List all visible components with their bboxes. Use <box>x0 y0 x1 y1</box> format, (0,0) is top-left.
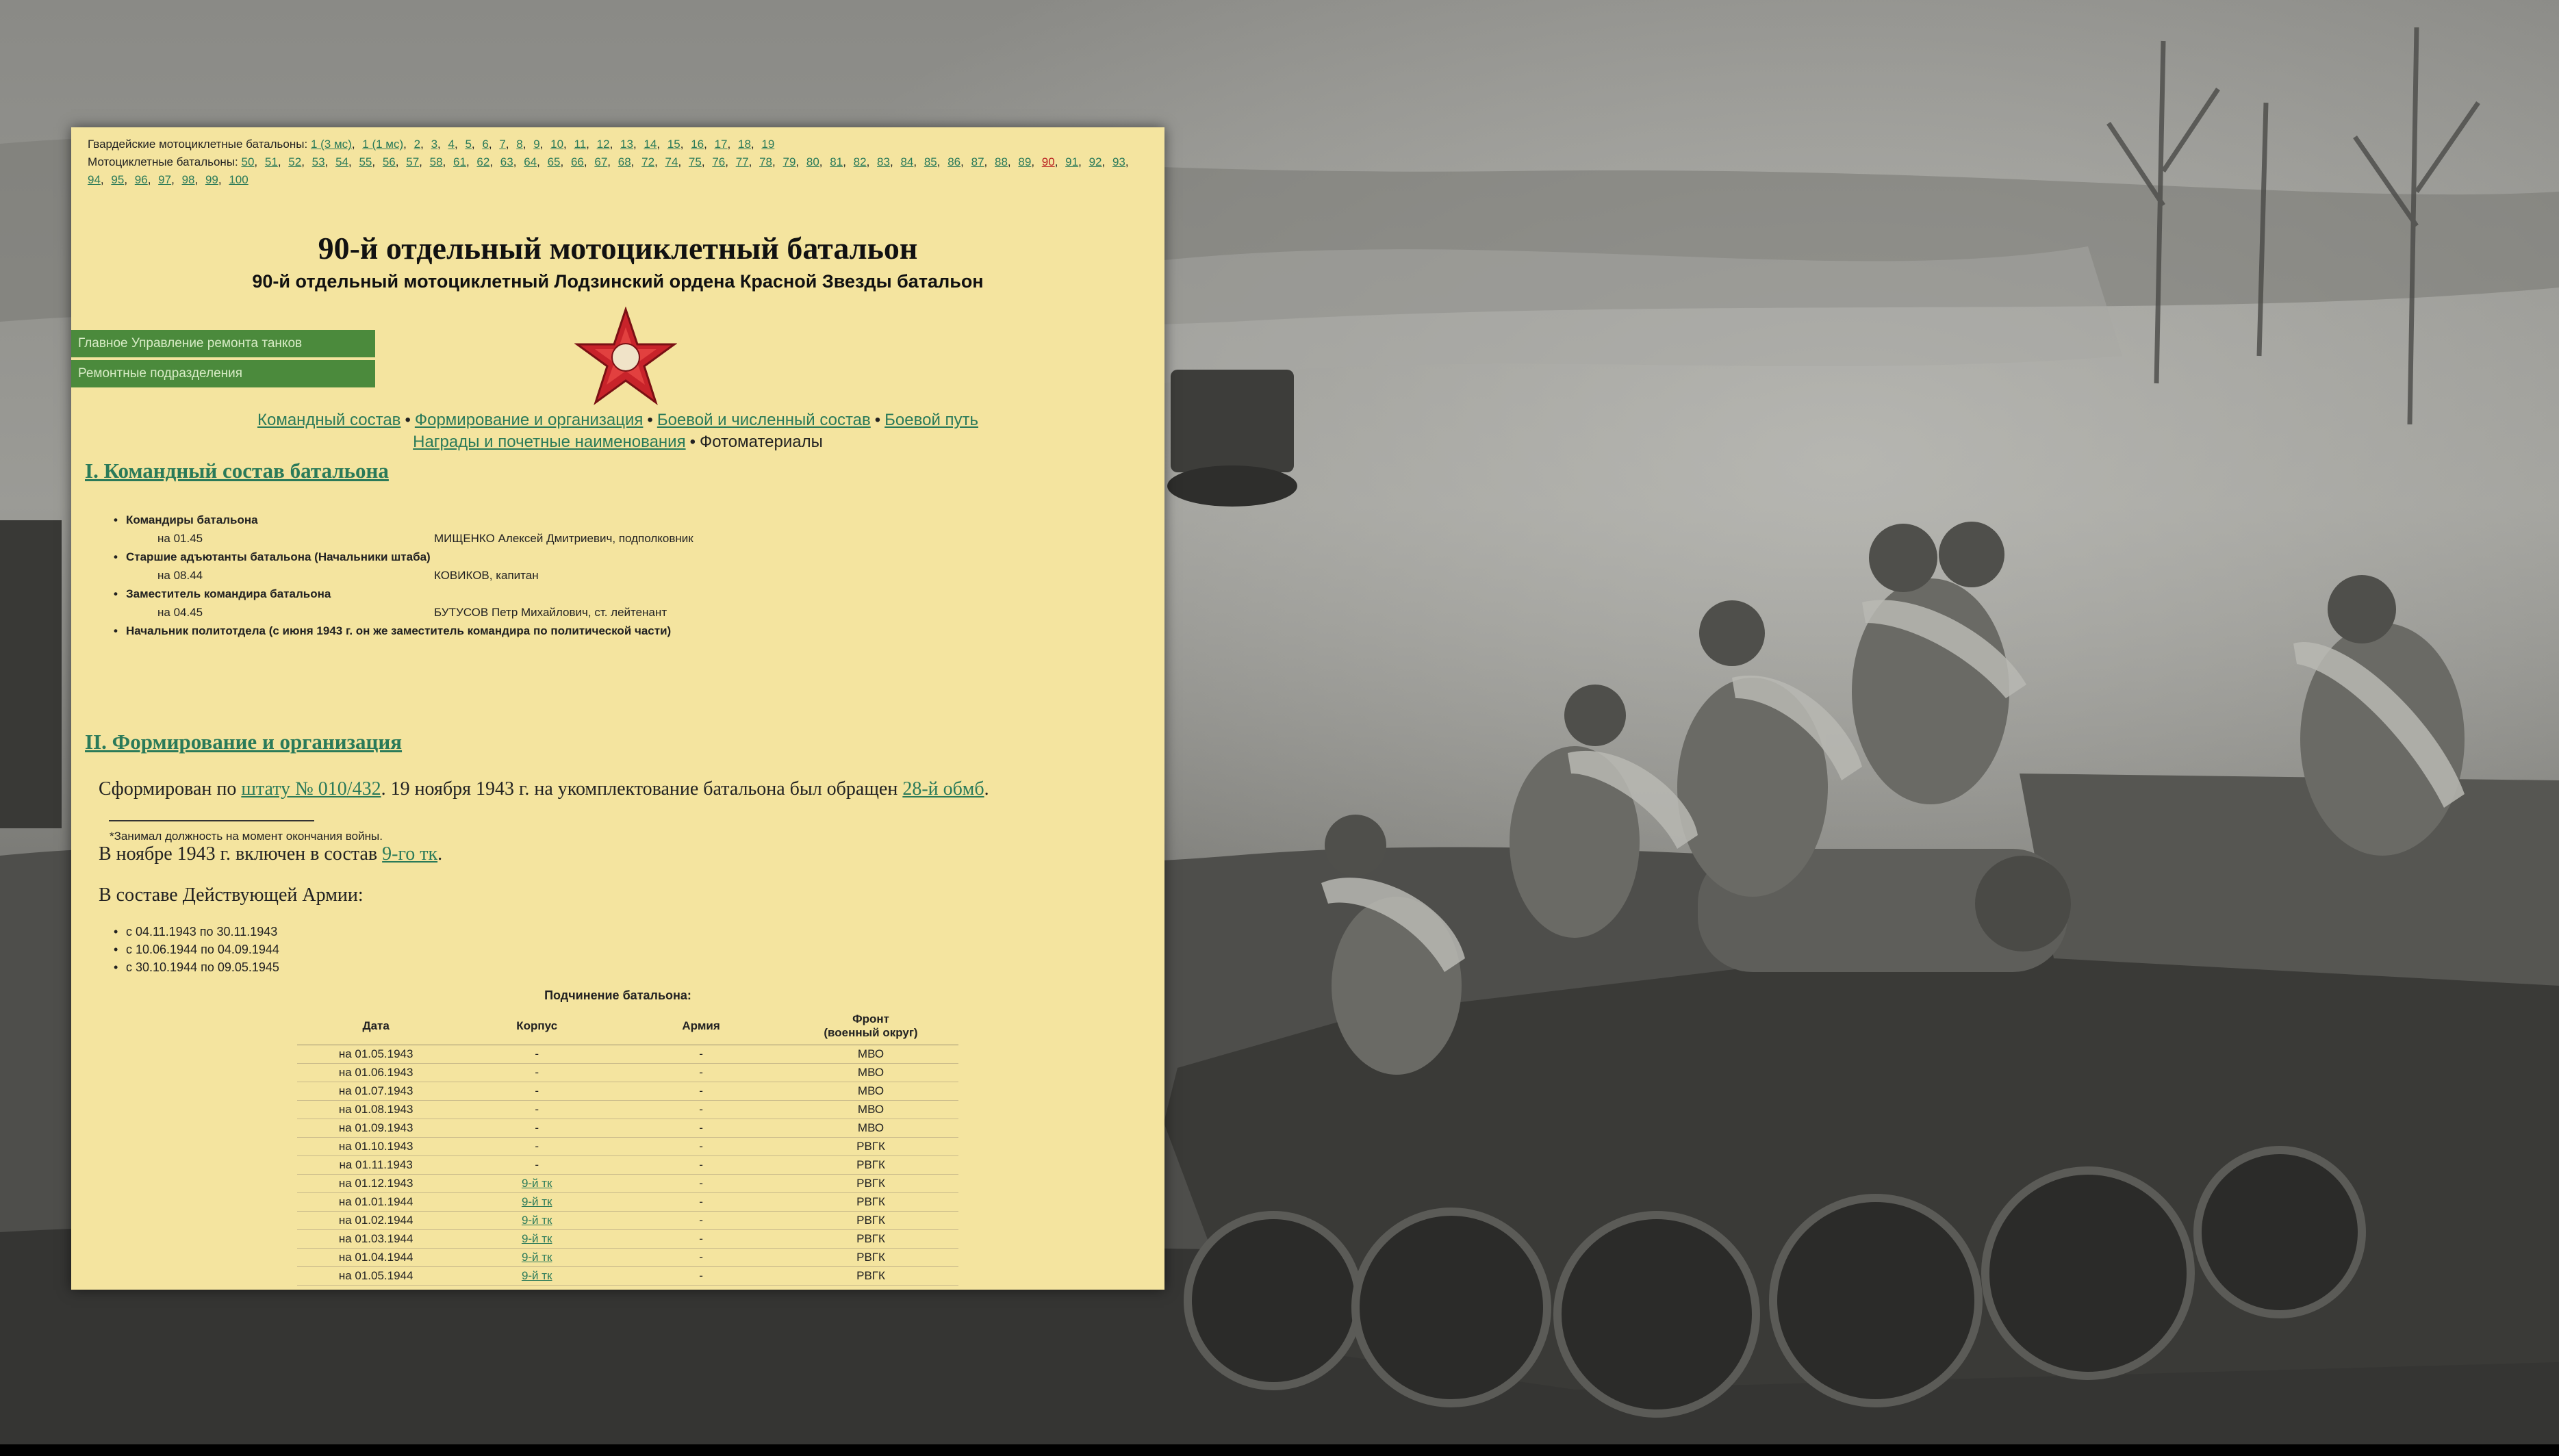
moto-battalion-link[interactable]: 82 <box>853 155 867 168</box>
command-role-chief-of-staff <box>126 548 1139 585</box>
moto-battalion-link[interactable]: 63 <box>500 155 513 168</box>
webpage-panel <box>71 127 1164 1290</box>
separator: • <box>874 411 881 429</box>
moto-battalion-link[interactable]: 89 <box>1018 155 1032 168</box>
table-row <box>297 1267 958 1286</box>
active-army-paragraph: В составе Действующей Армии: <box>99 884 364 906</box>
table-cell <box>455 1193 619 1212</box>
red-star-icon <box>574 307 677 408</box>
section-navigation <box>71 409 1164 453</box>
guards-battalion-link[interactable]: 1 (1 мс) <box>362 138 404 151</box>
separator: • <box>689 433 696 451</box>
formation-paragraph <box>99 776 1153 802</box>
moto-battalion-link[interactable]: 88 <box>995 155 1008 168</box>
command-role-commanders <box>126 511 1139 548</box>
column-header-date: Дата <box>297 1008 455 1045</box>
moto-battalion-link[interactable]: 68 <box>618 155 631 168</box>
moto-battalion-link[interactable]: 64 <box>524 155 537 168</box>
corps-link[interactable]: 9-й тк <box>521 1269 552 1282</box>
table-cell: РВГК <box>783 1175 958 1193</box>
table-cell <box>455 1230 619 1249</box>
moto-battalion-link[interactable]: 83 <box>877 155 890 168</box>
moto-battalion-link[interactable]: 98 <box>181 173 195 186</box>
table-cell: - <box>619 1156 783 1175</box>
table-cell: - <box>455 1045 619 1064</box>
guards-battalion-link[interactable]: 11 <box>574 138 587 151</box>
table-cell: - <box>619 1082 783 1101</box>
table-cell: - <box>619 1267 783 1286</box>
guards-battalion-link[interactable]: 9 <box>533 138 540 151</box>
table-cell: - <box>619 1212 783 1230</box>
table-row <box>297 1101 958 1119</box>
table-cell: - <box>455 1082 619 1101</box>
entry-person: БУТУСОВ Петр Михайлович, ст. лейтенант <box>434 606 667 619</box>
guards-battalions-label: Гвардейские мотоциклетные батальоны: <box>88 138 308 151</box>
footnote-divider <box>109 820 314 821</box>
corps-link[interactable]: 9-й тк <box>521 1251 552 1264</box>
table-cell: РВГК <box>783 1138 958 1156</box>
table-row <box>297 1064 958 1082</box>
table-cell: - <box>619 1138 783 1156</box>
side-menu-item-repair-units[interactable]: Ремонтные подразделения <box>71 360 375 387</box>
table-cell: на 01.02.1944 <box>297 1212 455 1230</box>
staff-link[interactable]: штату № 010/432 <box>241 778 381 800</box>
table-cell: на 01.11.1943 <box>297 1156 455 1175</box>
moto-battalion-link[interactable]: 51 <box>264 155 278 168</box>
top-navigation <box>88 136 1156 189</box>
period-item: • с 04.11.1943 по 30.11.1943 <box>126 923 279 941</box>
brigade-link[interactable]: 28-й обмб <box>902 778 984 800</box>
section-link-command[interactable]: Командный состав <box>257 411 401 429</box>
moto-battalions-links: 50, 51, 52, 53, 54, 55, 56, 57, 58, 61, 62, 63, 64, 65, 66, 67, 68, 72, 74, 75, 76, 77, 78, 79, 80, 81, 82, 83, 84, 85, 86, 87, 88, 89, 90, 91, 92, 93, 94, 95, 96, 97, 98, 99, 100 <box>88 155 1129 186</box>
moto-battalion-link[interactable]: 100 <box>229 173 249 186</box>
table-row <box>297 1212 958 1230</box>
table-cell: - <box>455 1064 619 1082</box>
moto-battalion-link[interactable]: 53 <box>311 155 325 168</box>
guards-battalions-links: 1 (3 мс), 1 (1 мс), 2, 3, 4, 5, 6, 7, 8, 9, 10, 11, 12, 13, 14, 15, 16, 17, 18, 19 <box>310 138 775 151</box>
moto-battalion-link[interactable]: 65 <box>547 155 561 168</box>
guards-battalion-link[interactable]: 16 <box>691 138 704 151</box>
subordination-title: Подчинение батальона: <box>544 988 691 1002</box>
guards-battalions-nav <box>88 136 1156 153</box>
table-cell <box>455 1212 619 1230</box>
corps-link[interactable]: 9-й тк <box>521 1195 552 1208</box>
column-header-army: Армия <box>619 1008 783 1045</box>
entry-person: КОВИКОВ, капитан <box>434 569 539 582</box>
period-item: • с 30.10.1944 по 09.05.1945 <box>126 958 279 976</box>
moto-battalion-link[interactable]: 52 <box>288 155 302 168</box>
table-row <box>297 1193 958 1212</box>
moto-battalions-label: Мотоциклетные батальоны: <box>88 155 238 168</box>
corps-paragraph <box>99 843 1153 865</box>
role-label: • Начальник политотдела (с июня 1943 г. он же заместитель командира по политической части) <box>126 622 1139 640</box>
moto-battalion-link[interactable]: 78 <box>759 155 773 168</box>
moto-battalion-link[interactable]: 81 <box>830 155 843 168</box>
table-cell: на 01.04.1944 <box>297 1249 455 1267</box>
guards-battalion-link[interactable]: 5 <box>465 138 472 151</box>
table-cell: - <box>619 1193 783 1212</box>
moto-battalion-link[interactable]: 99 <box>205 173 218 186</box>
table-cell: - <box>619 1230 783 1249</box>
moto-battalion-link[interactable]: 95 <box>111 173 125 186</box>
table-cell: на 01.06.1943 <box>297 1064 455 1082</box>
role-label: • Командиры батальона <box>126 511 1139 529</box>
footnote: *Занимал должность на момент окончания войны. <box>110 830 383 843</box>
text-fragment: . 19 ноября 1943 г. на укомплектование батальона был обращен <box>381 778 903 800</box>
table-cell <box>455 1267 619 1286</box>
moto-battalion-link[interactable]: 94 <box>88 173 101 186</box>
entry-date: на 01.45 <box>157 532 203 545</box>
table-cell: на 01.10.1943 <box>297 1138 455 1156</box>
table-cell: на 01.07.1943 <box>297 1082 455 1101</box>
moto-battalion-link[interactable]: 67 <box>594 155 608 168</box>
text-fragment: . <box>984 778 989 800</box>
table-cell: МВО <box>783 1045 958 1064</box>
moto-battalion-link[interactable]: 50 <box>241 155 255 168</box>
guards-battalion-link[interactable]: 10 <box>550 138 564 151</box>
role-label: • Заместитель командира батальона <box>126 585 1139 603</box>
period-item: • с 10.06.1944 по 04.09.1944 <box>126 941 279 958</box>
table-cell: на 01.05.1944 <box>297 1267 455 1286</box>
table-cell: - <box>455 1138 619 1156</box>
column-header-front: Фронт (военный округ) <box>783 1008 958 1045</box>
table-row <box>297 1175 958 1193</box>
table-cell: на 01.01.1944 <box>297 1193 455 1212</box>
table-cell: - <box>619 1101 783 1119</box>
moto-battalion-link[interactable]: 93 <box>1112 155 1125 168</box>
moto-battalion-link[interactable]: 96 <box>134 173 148 186</box>
table-cell: на 01.09.1943 <box>297 1119 455 1138</box>
moto-battalion-link[interactable]: 55 <box>359 155 372 168</box>
guards-battalion-link[interactable]: 12 <box>596 138 610 151</box>
role-label: • Старшие адъютанты батальона (Начальники штаба) <box>126 548 1139 566</box>
bottom-bar <box>0 1444 2559 1456</box>
guards-battalion-link[interactable]: 19 <box>761 138 775 151</box>
subordination-table <box>297 1008 958 1286</box>
page-subtitle: 90-й отдельный мотоциклетный Лодзинский ордена Красной Звезды батальон <box>252 271 984 292</box>
table-cell: РВГК <box>783 1267 958 1286</box>
text-fragment: В ноябре 1943 г. включен в состав <box>99 843 383 865</box>
moto-battalion-link[interactable]: 79 <box>782 155 796 168</box>
table-row <box>297 1045 958 1064</box>
table-cell: РВГК <box>783 1193 958 1212</box>
table-row <box>297 1230 958 1249</box>
table-cell: РВГК <box>783 1212 958 1230</box>
entry-person: МИЩЕНКО Алексей Дмитриевич, подполковник <box>434 532 693 545</box>
table-row <box>297 1156 958 1175</box>
page-title: 90-й отдельный мотоциклетный батальон <box>318 231 918 266</box>
guards-battalion-link[interactable]: 2 <box>413 138 421 151</box>
moto-battalion-link[interactable]: 62 <box>476 155 490 168</box>
table-cell: РВГК <box>783 1249 958 1267</box>
moto-battalion-link[interactable]: 90 <box>1041 155 1055 168</box>
moto-battalion-link[interactable]: 56 <box>382 155 396 168</box>
table-cell: РВГК <box>783 1156 958 1175</box>
text-fragment: Сформирован по <box>99 778 242 800</box>
section2-title[interactable]: II. Формирование и организация <box>85 730 403 754</box>
table-cell: на 01.12.1943 <box>297 1175 455 1193</box>
side-menu <box>71 330 375 390</box>
moto-battalion-link[interactable]: 77 <box>735 155 749 168</box>
table-cell: - <box>619 1249 783 1267</box>
table-cell: РВГК <box>783 1230 958 1249</box>
text-fragment: . <box>437 843 443 865</box>
table-cell: МВО <box>783 1119 958 1138</box>
moto-battalion-link[interactable]: 80 <box>806 155 819 168</box>
guards-battalion-link[interactable]: 4 <box>448 138 455 151</box>
table-cell: - <box>455 1156 619 1175</box>
role-entry <box>126 566 1139 585</box>
table-row <box>297 1138 958 1156</box>
table-row <box>297 1082 958 1101</box>
moto-battalion-link[interactable]: 66 <box>570 155 584 168</box>
section1-title[interactable]: I. Командный состав батальона <box>85 459 389 483</box>
moto-battalion-link[interactable]: 76 <box>712 155 726 168</box>
guards-battalion-link[interactable]: 15 <box>667 138 680 151</box>
separator: • <box>405 411 411 429</box>
active-army-periods <box>126 923 279 976</box>
moto-battalion-link[interactable]: 54 <box>335 155 348 168</box>
table-cell: на 01.08.1943 <box>297 1101 455 1119</box>
command-role-political <box>126 622 1139 640</box>
moto-battalion-link[interactable]: 86 <box>947 155 961 168</box>
table-cell: - <box>455 1101 619 1119</box>
table-cell: - <box>619 1045 783 1064</box>
guards-battalion-link[interactable]: 18 <box>737 138 751 151</box>
table-cell: - <box>619 1064 783 1082</box>
corps-link[interactable]: 9-й тк <box>521 1232 552 1245</box>
guards-battalion-link[interactable]: 7 <box>499 138 506 151</box>
guards-battalion-link[interactable]: 8 <box>516 138 523 151</box>
section-link-combat-path[interactable]: Боевой путь <box>884 411 979 429</box>
table-body <box>297 1045 958 1286</box>
entry-date: на 08.44 <box>157 569 203 582</box>
table-row <box>297 1249 958 1267</box>
moto-battalion-link[interactable]: 61 <box>453 155 466 168</box>
corps-link[interactable]: 9-й тк <box>521 1214 552 1227</box>
moto-battalion-link[interactable]: 74 <box>665 155 678 168</box>
section-link-formation[interactable]: Формирование и организация <box>414 411 644 429</box>
moto-battalion-link[interactable]: 58 <box>429 155 443 168</box>
moto-battalion-link[interactable]: 57 <box>406 155 420 168</box>
section-link-strength[interactable]: Боевой и численный состав <box>657 411 871 429</box>
table-cell <box>455 1175 619 1193</box>
command-staff-list <box>126 511 1139 640</box>
table-cell: - <box>619 1175 783 1193</box>
table-cell: - <box>455 1119 619 1138</box>
table-cell: МВО <box>783 1101 958 1119</box>
separator: • <box>647 411 653 429</box>
moto-battalion-link[interactable]: 91 <box>1065 155 1079 168</box>
table-cell <box>455 1249 619 1267</box>
corps-link[interactable]: 9-й тк <box>521 1177 552 1190</box>
table-cell: на 01.05.1943 <box>297 1045 455 1064</box>
section-label-photos: Фотоматериалы <box>699 433 823 451</box>
entry-date: на 04.45 <box>157 606 203 619</box>
guards-battalion-link[interactable]: 13 <box>620 138 633 151</box>
moto-battalion-link[interactable]: 72 <box>641 155 655 168</box>
corps-link[interactable]: 9-го тк <box>382 843 438 865</box>
table-cell: - <box>619 1119 783 1138</box>
guards-battalion-link[interactable]: 1 (3 мс) <box>310 138 352 151</box>
table-row <box>297 1119 958 1138</box>
moto-battalion-link[interactable]: 84 <box>900 155 914 168</box>
table-cell: на 01.03.1944 <box>297 1230 455 1249</box>
guards-battalion-link[interactable]: 17 <box>714 138 728 151</box>
role-entry <box>126 603 1139 622</box>
guards-battalion-link[interactable]: 14 <box>644 138 657 151</box>
table-cell: МВО <box>783 1064 958 1082</box>
section-link-awards[interactable]: Награды и почетные наименования <box>413 433 686 451</box>
role-entry <box>126 529 1139 548</box>
side-menu-item-tank-repair[interactable]: Главное Управление ремонта танков <box>71 330 375 357</box>
column-header-corps: Корпус <box>455 1008 619 1045</box>
command-role-deputy <box>126 585 1139 622</box>
moto-battalions-nav <box>88 153 1156 189</box>
table-header-row <box>297 1008 958 1045</box>
guards-battalion-link[interactable]: 6 <box>482 138 489 151</box>
moto-battalion-link[interactable]: 87 <box>971 155 984 168</box>
moto-battalion-link[interactable]: 97 <box>158 173 172 186</box>
guards-battalion-link[interactable]: 3 <box>431 138 438 151</box>
moto-battalion-link[interactable]: 92 <box>1088 155 1102 168</box>
moto-battalion-link[interactable]: 75 <box>688 155 702 168</box>
moto-battalion-link[interactable]: 85 <box>924 155 937 168</box>
table-cell: МВО <box>783 1082 958 1101</box>
